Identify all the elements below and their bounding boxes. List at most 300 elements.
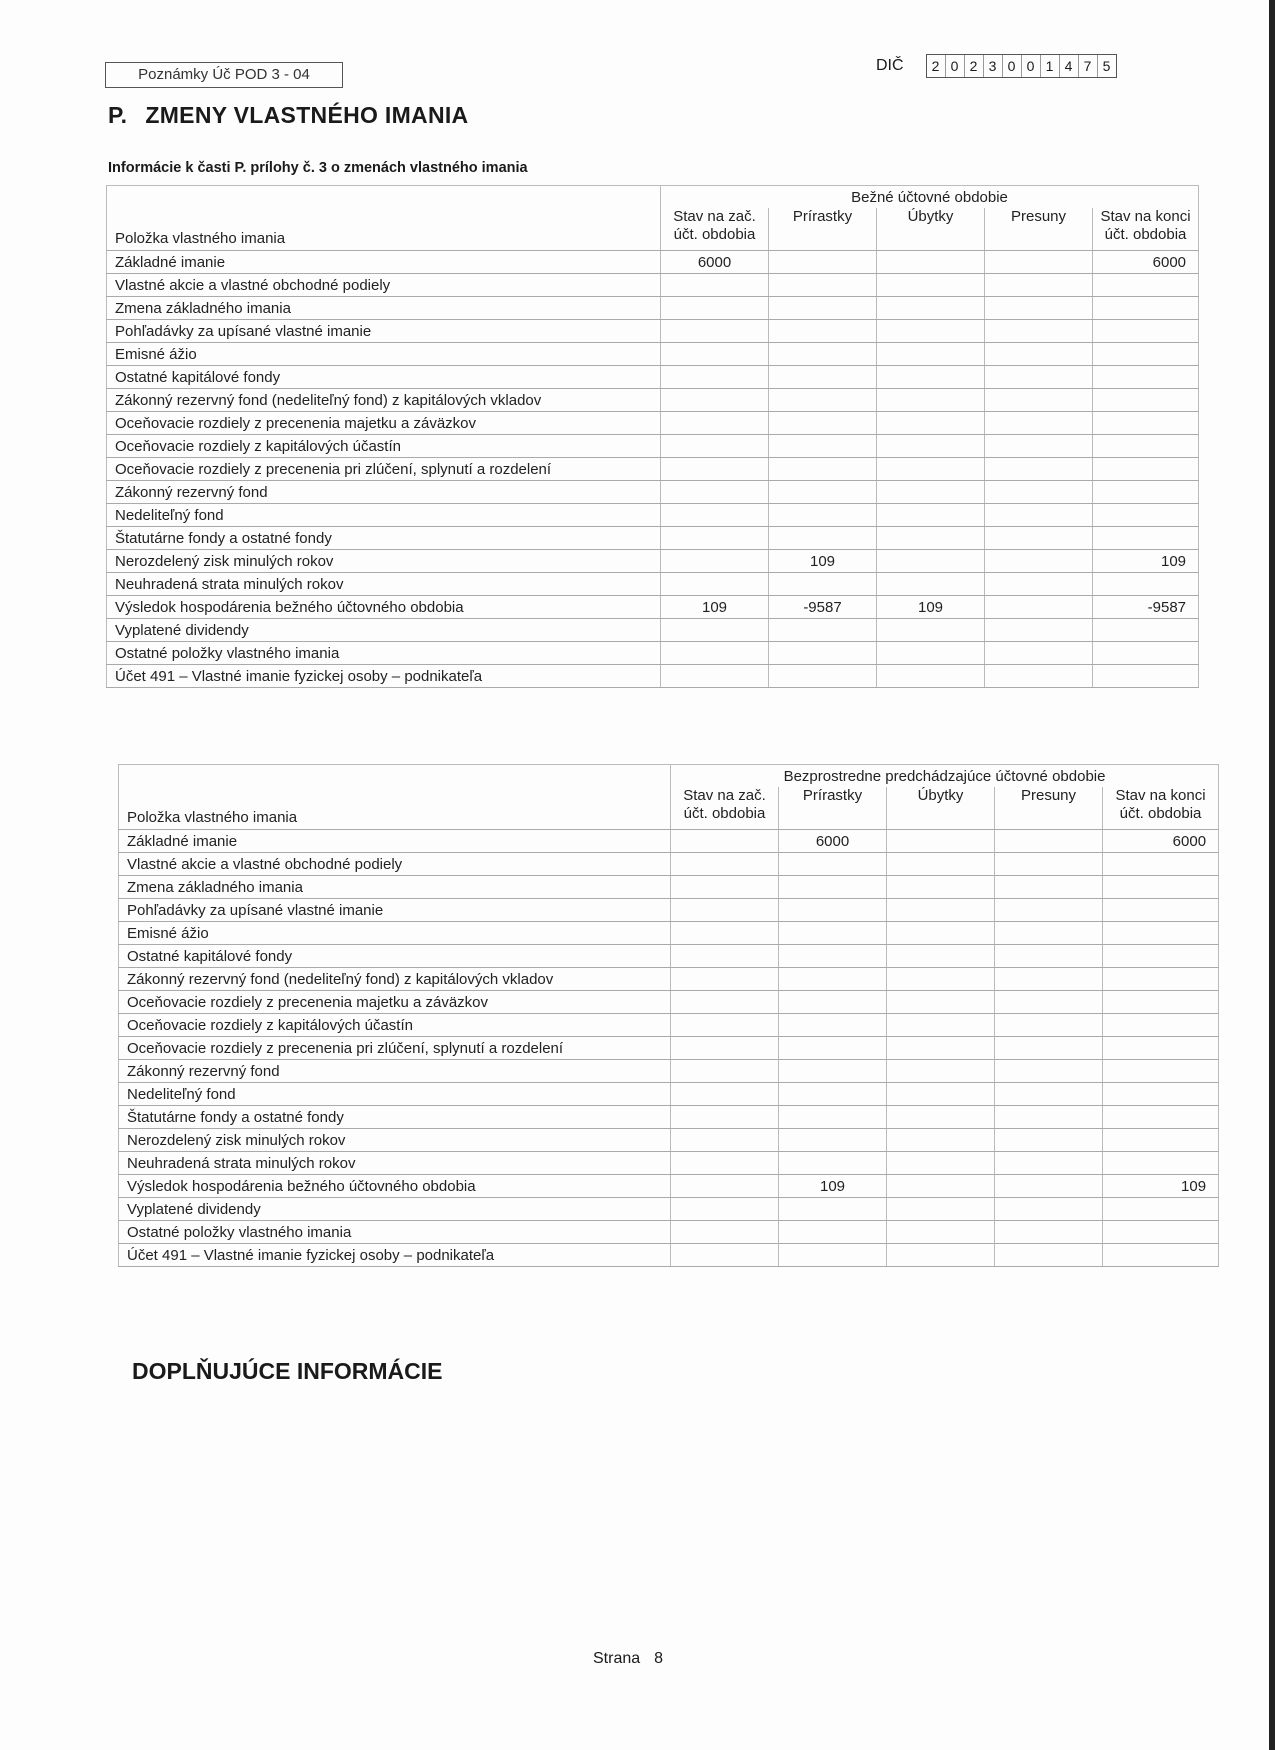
cell-add bbox=[769, 389, 877, 412]
cell-end bbox=[1093, 412, 1199, 435]
cell-trans bbox=[995, 830, 1103, 853]
table-row bbox=[107, 642, 1199, 665]
table-row bbox=[119, 1037, 1219, 1060]
cell-add bbox=[779, 1244, 887, 1267]
row-label: Ostatné kapitálové fondy bbox=[107, 366, 661, 389]
cell-trans bbox=[995, 922, 1103, 945]
row-label: Zákonný rezervný fond (nedeliteľný fond) z kapitálových vkladov bbox=[119, 968, 671, 991]
table-row bbox=[119, 945, 1219, 968]
cell-end bbox=[1093, 297, 1199, 320]
table-row bbox=[107, 619, 1199, 642]
table-row bbox=[107, 343, 1199, 366]
cell-end bbox=[1093, 573, 1199, 596]
section-subtitle: Informácie k časti P. prílohy č. 3 o zmenách vlastného imania bbox=[108, 160, 528, 176]
cell-trans bbox=[985, 619, 1093, 642]
period-label: Bežné účtovné obdobie bbox=[661, 186, 1199, 209]
table-row bbox=[119, 968, 1219, 991]
cell-trans bbox=[995, 1175, 1103, 1198]
page-label: Strana bbox=[593, 1650, 641, 1667]
cell-end: -9587 bbox=[1093, 596, 1199, 619]
cell-start bbox=[671, 1244, 779, 1267]
cell-dec: 109 bbox=[877, 596, 985, 619]
cell-end bbox=[1103, 1198, 1219, 1221]
cell-add bbox=[769, 320, 877, 343]
cell-start bbox=[661, 527, 769, 550]
cell-start bbox=[671, 945, 779, 968]
cell-start bbox=[661, 642, 769, 665]
row-label: Účet 491 – Vlastné imanie fyzickej osoby – podnikateľa bbox=[107, 665, 661, 688]
cell-trans bbox=[985, 320, 1093, 343]
cell-start bbox=[671, 1129, 779, 1152]
cell-start bbox=[661, 366, 769, 389]
section-title-text: ZMENY VLASTNÉHO IMANIA bbox=[145, 102, 469, 128]
cell-trans bbox=[985, 573, 1093, 596]
cell-add bbox=[769, 481, 877, 504]
cell-add bbox=[779, 922, 887, 945]
table-row bbox=[107, 274, 1199, 297]
table-row bbox=[107, 504, 1199, 527]
cell-start bbox=[671, 968, 779, 991]
cell-dec bbox=[887, 1152, 995, 1175]
cell-dec bbox=[887, 1129, 995, 1152]
col-additions: Prírastky bbox=[769, 208, 877, 251]
cell-start bbox=[671, 1037, 779, 1060]
cell-start bbox=[671, 1198, 779, 1221]
cell-trans bbox=[985, 343, 1093, 366]
col-transfers: Presuny bbox=[985, 208, 1093, 251]
dic-field bbox=[876, 54, 1117, 78]
row-label: Oceňovacie rozdiely z precenenia majetku a záväzkov bbox=[107, 412, 661, 435]
cell-start bbox=[661, 435, 769, 458]
cell-end bbox=[1103, 945, 1219, 968]
cell-start bbox=[671, 830, 779, 853]
row-label: Vlastné akcie a vlastné obchodné podiely bbox=[107, 274, 661, 297]
cell-start bbox=[671, 853, 779, 876]
cell-start bbox=[671, 899, 779, 922]
cell-trans bbox=[995, 968, 1103, 991]
cell-end bbox=[1093, 366, 1199, 389]
table-row bbox=[119, 830, 1219, 853]
cell-trans bbox=[985, 527, 1093, 550]
cell-start bbox=[671, 1175, 779, 1198]
col-start: Stav na zač. účt. obdobia bbox=[671, 787, 779, 830]
cell-start bbox=[661, 343, 769, 366]
dic-digit-boxes bbox=[926, 54, 1117, 78]
row-label: Výsledok hospodárenia bežného účtovného obdobia bbox=[107, 596, 661, 619]
cell-add bbox=[769, 297, 877, 320]
cell-dec bbox=[877, 435, 985, 458]
row-label: Základné imanie bbox=[119, 830, 671, 853]
form-code-box: Poznámky Úč POD 3 - 04 bbox=[105, 62, 343, 88]
cell-end bbox=[1093, 665, 1199, 688]
table-row bbox=[119, 1175, 1219, 1198]
cell-dec bbox=[877, 320, 985, 343]
cell-start bbox=[661, 297, 769, 320]
cell-start bbox=[661, 573, 769, 596]
cell-trans bbox=[995, 1244, 1103, 1267]
row-label: Zmena základného imania bbox=[119, 876, 671, 899]
cell-trans bbox=[985, 504, 1093, 527]
cell-start bbox=[661, 481, 769, 504]
table-row bbox=[119, 1083, 1219, 1106]
cell-dec bbox=[877, 619, 985, 642]
table-row bbox=[119, 1129, 1219, 1152]
period-header-row bbox=[107, 186, 1199, 209]
col-decreases: Úbytky bbox=[877, 208, 985, 251]
cell-dec bbox=[887, 853, 995, 876]
cell-dec bbox=[877, 458, 985, 481]
dic-digit: 5 bbox=[1102, 58, 1111, 74]
cell-trans bbox=[995, 1198, 1103, 1221]
row-label: Oceňovacie rozdiely z precenenia majetku a záväzkov bbox=[119, 991, 671, 1014]
row-label: Ostatné položky vlastného imania bbox=[107, 642, 661, 665]
cell-add bbox=[779, 1083, 887, 1106]
cell-dec bbox=[887, 1083, 995, 1106]
cell-end bbox=[1103, 1060, 1219, 1083]
cell-end bbox=[1103, 899, 1219, 922]
cell-add bbox=[779, 1037, 887, 1060]
dic-digit: 2 bbox=[965, 55, 984, 77]
table-row bbox=[107, 297, 1199, 320]
cell-add bbox=[769, 366, 877, 389]
cell-add bbox=[769, 274, 877, 297]
cell-add bbox=[779, 1198, 887, 1221]
cell-add: 109 bbox=[779, 1175, 887, 1198]
row-label: Oceňovacie rozdiely z precenenia pri zlúčení, splynutí a rozdelení bbox=[119, 1037, 671, 1060]
cell-end bbox=[1093, 389, 1199, 412]
cell-dec bbox=[887, 1175, 995, 1198]
cell-add: 6000 bbox=[779, 830, 887, 853]
cell-end bbox=[1103, 991, 1219, 1014]
table-row bbox=[119, 1221, 1219, 1244]
cell-add bbox=[779, 1221, 887, 1244]
col-end: Stav na konci účt. obdobia bbox=[1103, 787, 1219, 830]
cell-end bbox=[1103, 968, 1219, 991]
row-label: Vlastné akcie a vlastné obchodné podiely bbox=[119, 853, 671, 876]
dic-digit: 4 bbox=[1060, 55, 1079, 77]
cell-trans bbox=[995, 1060, 1103, 1083]
cell-dec bbox=[887, 968, 995, 991]
cell-dec bbox=[877, 251, 985, 274]
cell-trans bbox=[985, 642, 1093, 665]
cell-start bbox=[661, 550, 769, 573]
column-header-row bbox=[107, 208, 1199, 251]
table-row bbox=[119, 991, 1219, 1014]
row-label: Výsledok hospodárenia bežného účtovného obdobia bbox=[119, 1175, 671, 1198]
cell-dec bbox=[887, 1060, 995, 1083]
column-header-row bbox=[119, 787, 1219, 830]
row-label: Základné imanie bbox=[107, 251, 661, 274]
cell-trans bbox=[995, 1014, 1103, 1037]
cell-end bbox=[1103, 922, 1219, 945]
table-row bbox=[119, 1152, 1219, 1175]
cell-trans bbox=[995, 899, 1103, 922]
cell-trans bbox=[985, 274, 1093, 297]
cell-trans bbox=[995, 1106, 1103, 1129]
row-label: Ostatné kapitálové fondy bbox=[119, 945, 671, 968]
cell-add bbox=[769, 435, 877, 458]
cell-end: 109 bbox=[1103, 1175, 1219, 1198]
cell-trans bbox=[985, 596, 1093, 619]
cell-add bbox=[769, 573, 877, 596]
table-row bbox=[107, 320, 1199, 343]
cell-start bbox=[671, 1152, 779, 1175]
col-decreases: Úbytky bbox=[887, 787, 995, 830]
cell-start bbox=[661, 458, 769, 481]
cell-trans bbox=[985, 435, 1093, 458]
cell-end bbox=[1093, 481, 1199, 504]
cell-end: 6000 bbox=[1103, 830, 1219, 853]
cell-trans bbox=[985, 251, 1093, 274]
cell-add bbox=[769, 251, 877, 274]
cell-add bbox=[779, 1106, 887, 1129]
table-row bbox=[107, 435, 1199, 458]
row-label: Ostatné položky vlastného imania bbox=[119, 1221, 671, 1244]
dic-digit: 3 bbox=[984, 55, 1003, 77]
cell-dec bbox=[887, 1198, 995, 1221]
table-row bbox=[107, 573, 1199, 596]
table-row bbox=[119, 876, 1219, 899]
col-item: Položka vlastného imania bbox=[107, 208, 661, 251]
cell-dec bbox=[877, 573, 985, 596]
cell-add bbox=[779, 1060, 887, 1083]
table-row bbox=[107, 665, 1199, 688]
cell-dec bbox=[877, 665, 985, 688]
cell-add bbox=[779, 945, 887, 968]
cell-end bbox=[1093, 504, 1199, 527]
cell-end bbox=[1103, 1014, 1219, 1037]
cell-add bbox=[779, 899, 887, 922]
row-label: Nerozdelený zisk minulých rokov bbox=[119, 1129, 671, 1152]
table-row bbox=[119, 1014, 1219, 1037]
cell-dec bbox=[887, 1244, 995, 1267]
page-number-value: 8 bbox=[654, 1650, 664, 1667]
cell-start bbox=[671, 922, 779, 945]
cell-trans bbox=[985, 366, 1093, 389]
period-header-row bbox=[119, 765, 1219, 788]
table-row bbox=[119, 853, 1219, 876]
cell-start bbox=[661, 274, 769, 297]
cell-end bbox=[1093, 320, 1199, 343]
row-label: Pohľadávky za upísané vlastné imanie bbox=[107, 320, 661, 343]
cell-trans bbox=[985, 665, 1093, 688]
page-number bbox=[593, 1650, 663, 1668]
cell-end bbox=[1093, 642, 1199, 665]
cell-dec bbox=[877, 504, 985, 527]
cell-add bbox=[779, 1152, 887, 1175]
dic-digit: 2 bbox=[927, 55, 946, 77]
cell-add bbox=[769, 642, 877, 665]
cell-start bbox=[661, 619, 769, 642]
table-row bbox=[119, 1198, 1219, 1221]
table-row bbox=[107, 596, 1199, 619]
row-label: Zákonný rezervný fond (nedeliteľný fond) z kapitálových vkladov bbox=[107, 389, 661, 412]
cell-start bbox=[671, 1083, 779, 1106]
row-label: Vyplatené dividendy bbox=[119, 1198, 671, 1221]
cell-dec bbox=[877, 527, 985, 550]
cell-dec bbox=[877, 481, 985, 504]
cell-end bbox=[1103, 1244, 1219, 1267]
cell-add bbox=[769, 504, 877, 527]
cell-add bbox=[769, 458, 877, 481]
cell-trans bbox=[995, 991, 1103, 1014]
cell-end bbox=[1103, 1037, 1219, 1060]
row-label: Zmena základného imania bbox=[107, 297, 661, 320]
dic-digit: 0 bbox=[1022, 55, 1041, 77]
row-label: Oceňovacie rozdiely z kapitálových účastín bbox=[119, 1014, 671, 1037]
table-row bbox=[119, 1244, 1219, 1267]
cell-add bbox=[779, 1014, 887, 1037]
cell-dec bbox=[887, 922, 995, 945]
row-label: Nedeliteľný fond bbox=[119, 1083, 671, 1106]
dic-digit: 7 bbox=[1079, 55, 1098, 77]
row-label: Emisné ážio bbox=[119, 922, 671, 945]
col-end: Stav na konci účt. obdobia bbox=[1093, 208, 1199, 251]
row-label: Zákonný rezervný fond bbox=[107, 481, 661, 504]
row-label: Účet 491 – Vlastné imanie fyzickej osoby – podnikateľa bbox=[119, 1244, 671, 1267]
cell-dec bbox=[887, 991, 995, 1014]
cell-dec bbox=[877, 366, 985, 389]
cell-dec bbox=[877, 412, 985, 435]
cell-add bbox=[769, 619, 877, 642]
row-label: Emisné ážio bbox=[107, 343, 661, 366]
supplementary-info-title: DOPLŇUJÚCE INFORMÁCIE bbox=[132, 1358, 443, 1384]
cell-end: 109 bbox=[1093, 550, 1199, 573]
cell-add bbox=[769, 665, 877, 688]
cell-start bbox=[661, 320, 769, 343]
cell-dec bbox=[887, 1106, 995, 1129]
equity-table-previous bbox=[118, 764, 1219, 1267]
col-start: Stav na zač. účt. obdobia bbox=[661, 208, 769, 251]
cell-start bbox=[671, 1106, 779, 1129]
cell-dec bbox=[877, 389, 985, 412]
col-item: Položka vlastného imania bbox=[119, 787, 671, 830]
cell-dec bbox=[877, 343, 985, 366]
cell-end bbox=[1103, 1106, 1219, 1129]
cell-trans bbox=[995, 1083, 1103, 1106]
row-label: Oceňovacie rozdiely z precenenia pri zlúčení, splynutí a rozdelení bbox=[107, 458, 661, 481]
cell-dec bbox=[887, 899, 995, 922]
table-row bbox=[119, 1106, 1219, 1129]
cell-trans bbox=[995, 1152, 1103, 1175]
cell-dec bbox=[877, 274, 985, 297]
cell-end bbox=[1103, 876, 1219, 899]
row-label: Neuhradená strata minulých rokov bbox=[107, 573, 661, 596]
cell-trans bbox=[985, 412, 1093, 435]
cell-trans bbox=[995, 853, 1103, 876]
cell-start bbox=[671, 1014, 779, 1037]
row-label: Nedeliteľný fond bbox=[107, 504, 661, 527]
cell-end bbox=[1093, 527, 1199, 550]
cell-start: 109 bbox=[661, 596, 769, 619]
cell-dec bbox=[887, 876, 995, 899]
cell-end bbox=[1103, 853, 1219, 876]
row-label: Neuhradená strata minulých rokov bbox=[119, 1152, 671, 1175]
table-row bbox=[119, 1060, 1219, 1083]
col-additions: Prírastky bbox=[779, 787, 887, 830]
cell-end: 6000 bbox=[1093, 251, 1199, 274]
row-label: Pohľadávky za upísané vlastné imanie bbox=[119, 899, 671, 922]
cell-end bbox=[1093, 435, 1199, 458]
table-row bbox=[119, 899, 1219, 922]
table-row bbox=[107, 481, 1199, 504]
cell-trans bbox=[995, 876, 1103, 899]
cell-start bbox=[661, 665, 769, 688]
cell-add bbox=[769, 343, 877, 366]
cell-dec bbox=[887, 830, 995, 853]
cell-start bbox=[661, 389, 769, 412]
col-transfers: Presuny bbox=[995, 787, 1103, 830]
cell-trans bbox=[985, 550, 1093, 573]
cell-start bbox=[671, 991, 779, 1014]
cell-add bbox=[779, 968, 887, 991]
cell-end bbox=[1093, 619, 1199, 642]
cell-dec bbox=[887, 1221, 995, 1244]
table-row bbox=[107, 251, 1199, 274]
dic-digit: 0 bbox=[946, 55, 965, 77]
row-label: Oceňovacie rozdiely z kapitálových účastín bbox=[107, 435, 661, 458]
cell-trans bbox=[995, 945, 1103, 968]
cell-add bbox=[779, 853, 887, 876]
cell-end bbox=[1103, 1129, 1219, 1152]
cell-trans bbox=[985, 481, 1093, 504]
dic-digit: 1 bbox=[1041, 55, 1060, 77]
section-title bbox=[108, 102, 468, 129]
cell-end bbox=[1093, 274, 1199, 297]
table-row bbox=[107, 527, 1199, 550]
cell-end bbox=[1103, 1083, 1219, 1106]
cell-add: 109 bbox=[769, 550, 877, 573]
cell-dec bbox=[887, 945, 995, 968]
cell-end bbox=[1093, 458, 1199, 481]
period-label: Bezprostredne predchádzajúce účtovné obdobie bbox=[671, 765, 1219, 788]
cell-add bbox=[779, 876, 887, 899]
equity-table-current bbox=[106, 185, 1199, 688]
row-label: Vyplatené dividendy bbox=[107, 619, 661, 642]
table-row bbox=[107, 458, 1199, 481]
cell-trans bbox=[985, 458, 1093, 481]
cell-end bbox=[1103, 1221, 1219, 1244]
row-label: Nerozdelený zisk minulých rokov bbox=[107, 550, 661, 573]
dic-label: DIČ bbox=[876, 57, 904, 74]
section-number: P. bbox=[108, 102, 128, 128]
cell-trans bbox=[995, 1221, 1103, 1244]
cell-dec bbox=[877, 550, 985, 573]
cell-add bbox=[769, 412, 877, 435]
scan-edge bbox=[1269, 0, 1275, 1750]
cell-start bbox=[671, 1060, 779, 1083]
table-row bbox=[119, 922, 1219, 945]
cell-trans bbox=[995, 1129, 1103, 1152]
cell-trans bbox=[995, 1037, 1103, 1060]
table-row bbox=[107, 550, 1199, 573]
cell-start bbox=[671, 876, 779, 899]
table-row bbox=[107, 412, 1199, 435]
cell-start: 6000 bbox=[661, 251, 769, 274]
table-row bbox=[107, 366, 1199, 389]
cell-dec bbox=[877, 297, 985, 320]
cell-trans bbox=[985, 389, 1093, 412]
cell-add bbox=[779, 991, 887, 1014]
cell-add: -9587 bbox=[769, 596, 877, 619]
cell-end bbox=[1093, 343, 1199, 366]
cell-dec bbox=[877, 642, 985, 665]
cell-start bbox=[671, 1221, 779, 1244]
cell-start bbox=[661, 412, 769, 435]
cell-start bbox=[661, 504, 769, 527]
cell-add bbox=[779, 1129, 887, 1152]
row-label: Štatutárne fondy a ostatné fondy bbox=[107, 527, 661, 550]
